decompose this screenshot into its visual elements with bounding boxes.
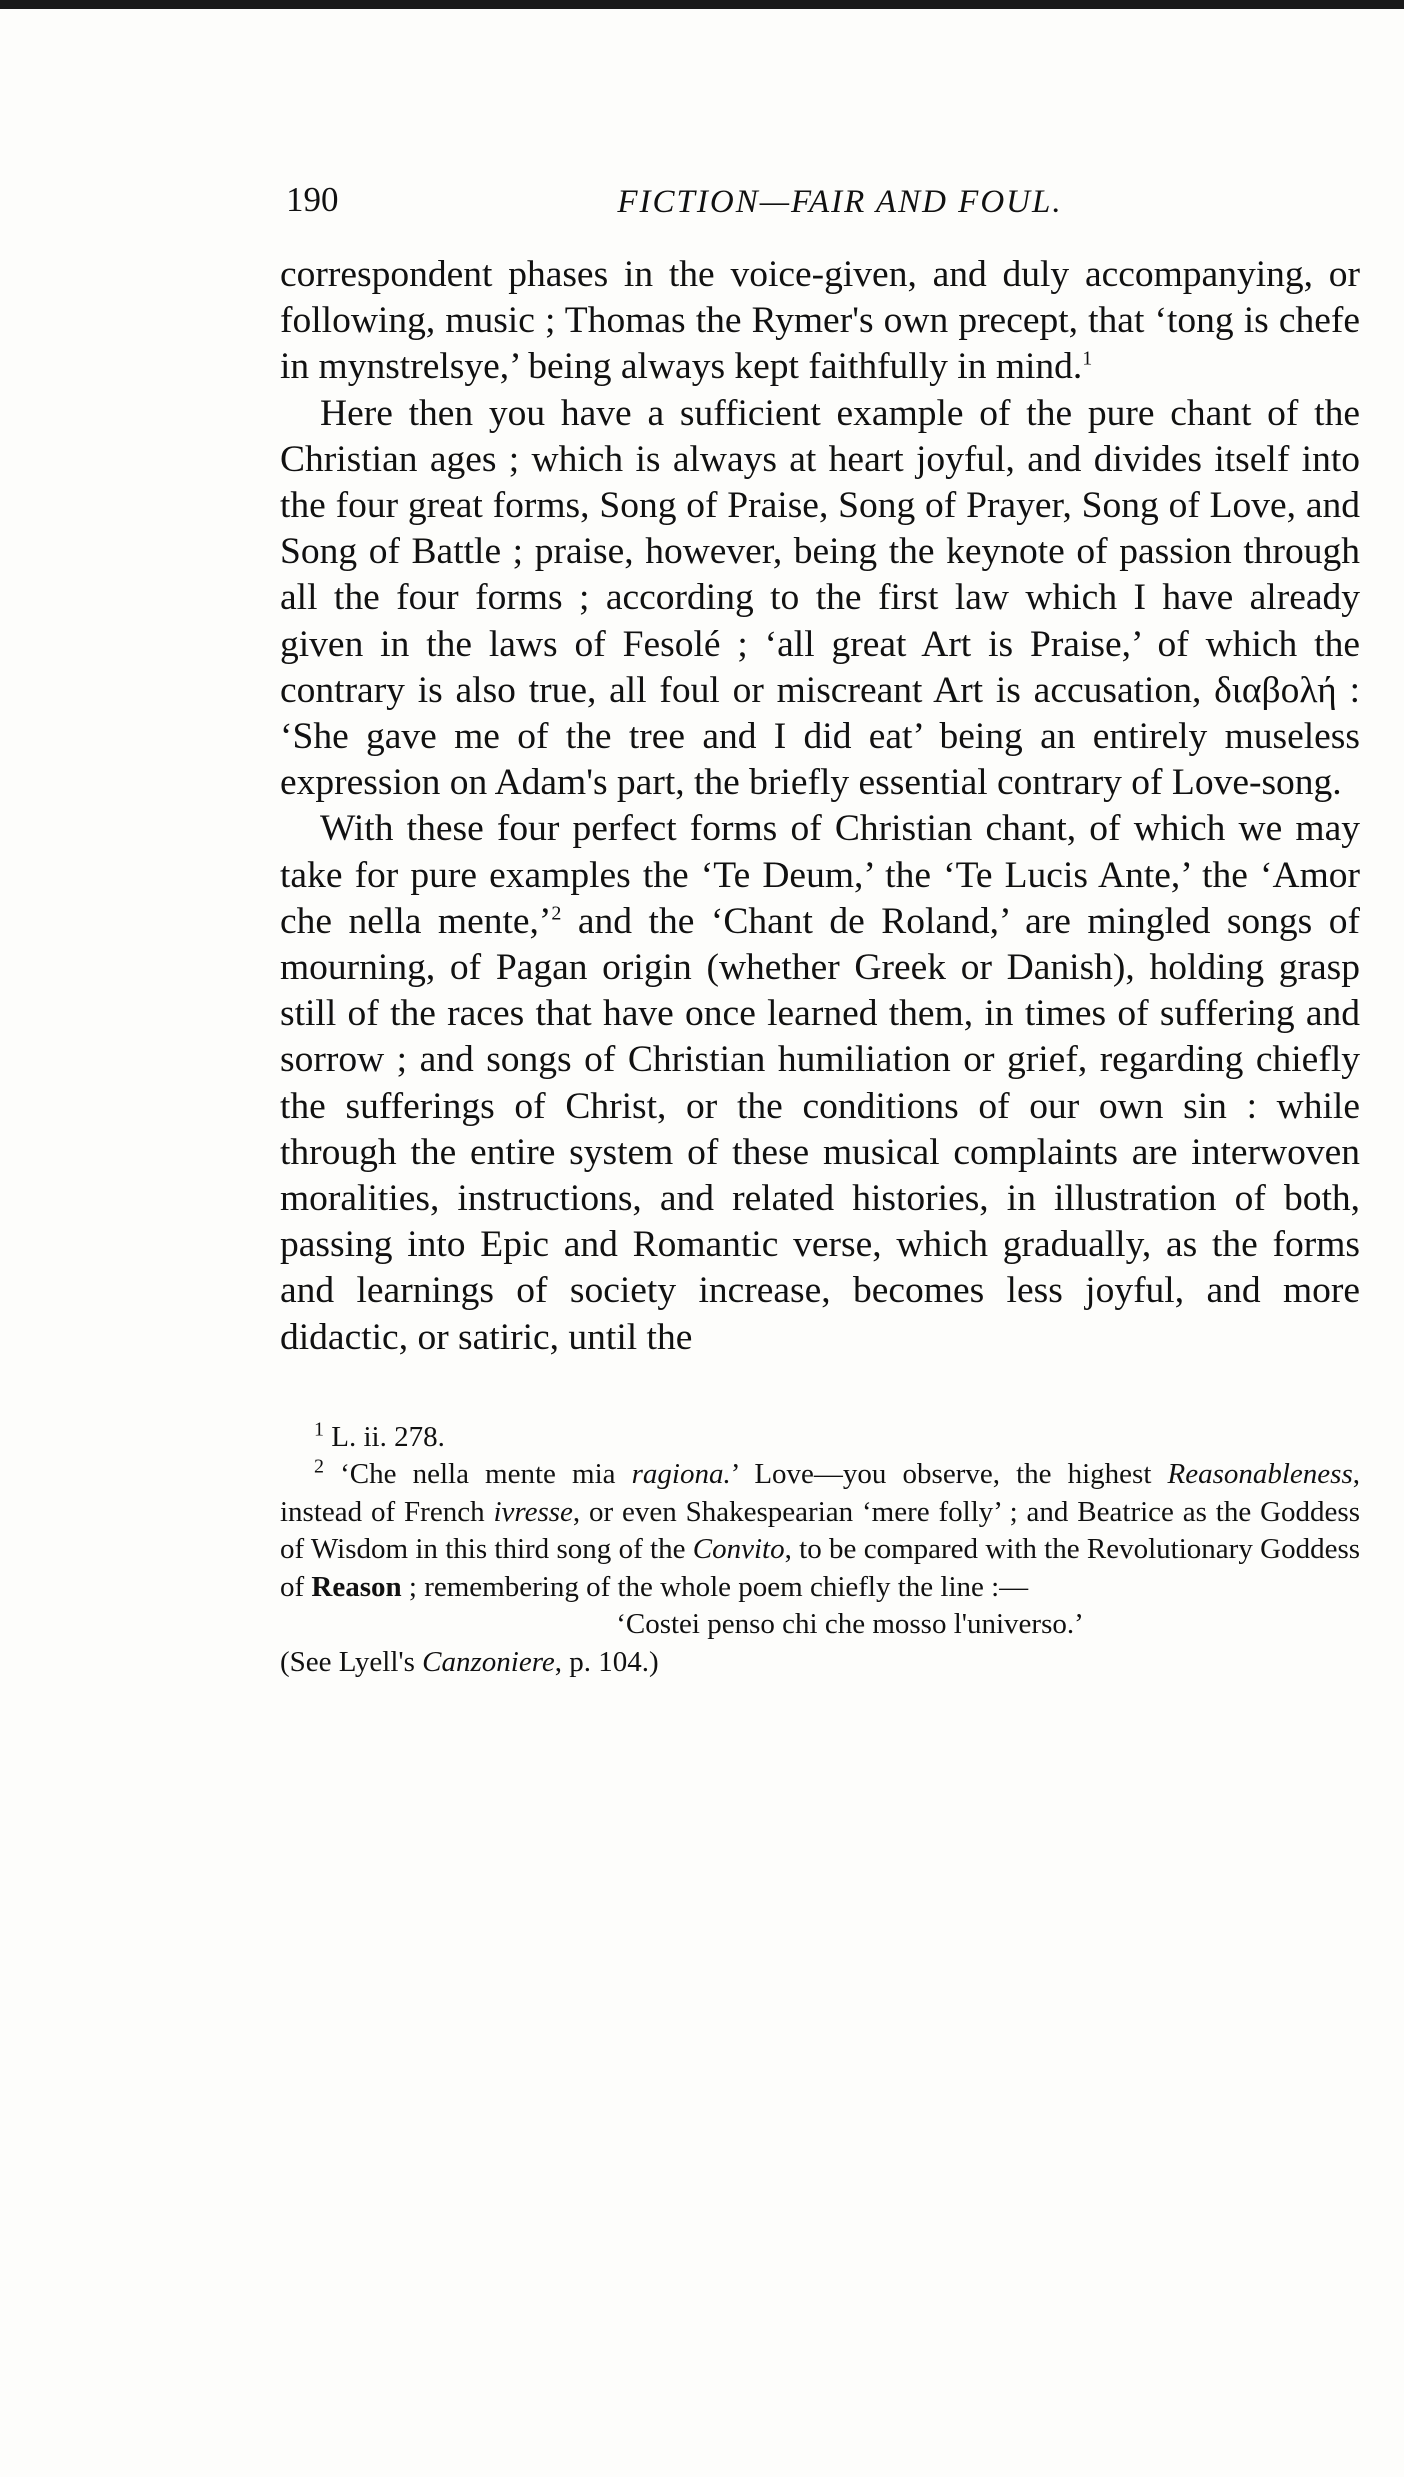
- citation-text-a: (See Lyell's: [280, 1645, 423, 1678]
- footnote-2-italic-ragiona: ragiona.: [631, 1458, 731, 1491]
- page-number: 190: [286, 180, 339, 219]
- footnote-1: [280, 1419, 1360, 1457]
- running-head: [280, 180, 1360, 240]
- footnote-2-text-a: ‘Che nella mente mia: [324, 1458, 632, 1491]
- paragraph-3-text-b: and the ‘Chant de Roland,’ are mingled songs of mourning, of Pagan origin (whether Greek or Danish), holding grasp still of the races that have once learned them, in times of suffering and sorrow ; and songs of Christian humiliation or grief, regarding chiefly the sufferings of Christ, or the conditions of our own sin : while through the entire system of these musical complaints are interwoven moralities, instructions, and related histories, in illustration of both, passing into Epic and Romantic verse, which gradually, as the forms and learnings of society increase, becomes less joyful, and more didactic, or satiric, until the: [280, 900, 1360, 1358]
- footnote-ref-1: 1: [1082, 347, 1093, 370]
- footnotes: [280, 1419, 1360, 1682]
- book-page: [280, 180, 1360, 1681]
- paragraph-2: Here then you have a sufficient example of the pure chant of the Christian ages ; which is always at heart joyful, and divides itself into the four great forms, Song of Praise, Song of Prayer, Song of Love, and Song of Battle ; praise, however, being the keynote of passion through all the four forms ; according to the first law which I have already given in the laws of Fesolé ; ‘all great Art is Praise,’ of which the contrary is also true, all foul or miscreant Art is accusation, διαβολή : ‘She gave me of the tree and I did eat’ being an entirely museless expression on Adam's part, the briefly essential contrary of Love-song.: [280, 392, 1360, 804]
- footnote-2-text-c: ’ Love—you observe, the highest: [730, 1458, 1168, 1491]
- footnote-1-marker: 1: [314, 1418, 324, 1441]
- footnote-2-italic-ivresse: ivresse: [493, 1495, 573, 1528]
- footnote-citation: [280, 1644, 1360, 1682]
- footnote-2-text-g: , or even Shakespearian ‘mere folly’ ; and Beatrice as the Goddess of Wisdom in this third song of the: [280, 1495, 1360, 1566]
- running-title: FICTION—FAIR AND FOUL.: [617, 184, 1063, 220]
- paragraph-1-text: correspondent phases in the voice-given, and duly accompanying, or following, music ; Thomas the Rymer's own precept, that ‘tong is chefe in mynstrelsye,’ being always kept faithfully in mind.: [280, 254, 1360, 388]
- footnote-ref-2: 2: [551, 902, 562, 925]
- paragraph-3-text-a: With these four perfect forms of Christian chant, of which we may take for pure examples the ‘Te Deum,’ the ‘Te Lucis Ante,’ the ‘Amor che nella mente,’: [280, 808, 1360, 942]
- footnote-2-bold-reason: Reason: [311, 1570, 402, 1603]
- footnote-2-italic-reasonableness: Reasonableness: [1167, 1458, 1353, 1491]
- citation-italic-canzoniere: Canzoniere: [422, 1645, 555, 1678]
- footnote-2: [280, 1456, 1360, 1606]
- footnote-1-text: L. ii. 278.: [324, 1420, 445, 1453]
- paragraph-1: [280, 252, 1360, 391]
- citation-text-c: , p. 104.): [554, 1645, 659, 1678]
- body-text: [280, 252, 1360, 1361]
- footnote-2-italic-convito: Convito: [692, 1533, 785, 1566]
- footnote-2-text-i: , to be compared with the Revolutionary Goddess of: [280, 1533, 1361, 1603]
- footnote-2-text-e: , instead of French: [280, 1458, 1360, 1528]
- top-edge-rule: [0, 0, 1404, 9]
- footnote-2-marker: 2: [314, 1455, 324, 1478]
- paragraph-3: [280, 806, 1360, 1360]
- footnote-2-text-k: ; remembering of the whole poem chiefly the line :—: [401, 1570, 1029, 1603]
- footnote-quote: ‘Costei penso chi che mosso l'universo.’: [616, 1608, 1084, 1641]
